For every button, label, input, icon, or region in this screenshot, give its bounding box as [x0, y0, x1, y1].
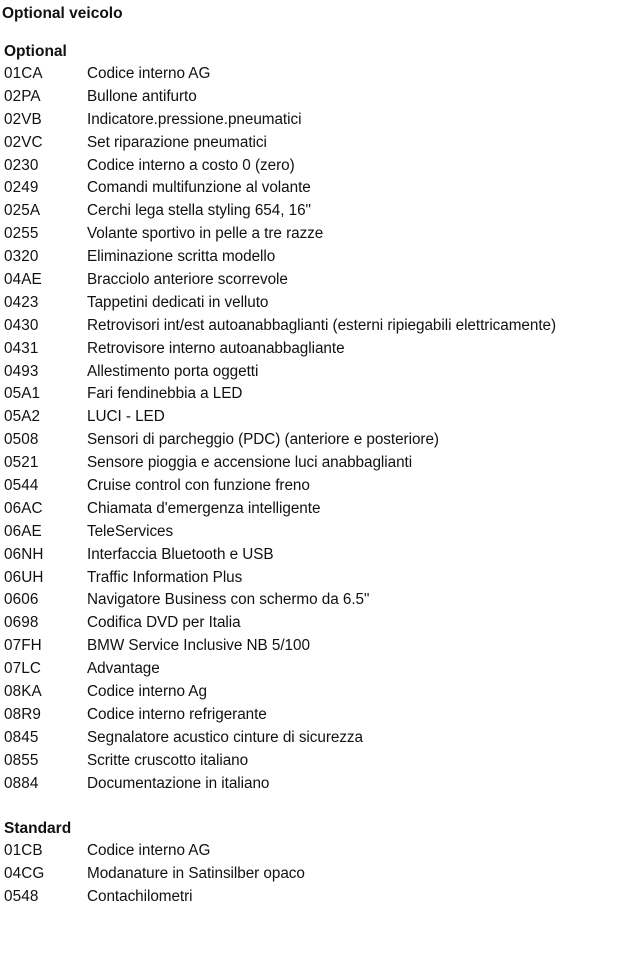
option-code: 02VC: [4, 133, 43, 151]
option-code: 0423: [4, 293, 39, 311]
list-item: [4, 635, 638, 658]
option-code: 04AE: [4, 271, 42, 289]
option-description: Allestimento porta oggetti: [87, 362, 259, 380]
option-code: 07FH: [4, 637, 42, 655]
option-description: Codice interno a costo 0 (zero): [87, 156, 295, 174]
option-description: Sensori di parcheggio (PDC) (anteriore e posteriore): [87, 431, 439, 449]
option-description: Cruise control con funzione freno: [87, 477, 310, 495]
option-description: Indicatore.pressione.pneumatici: [87, 110, 302, 128]
option-description: Modanature in Satinsilber opaco: [87, 864, 305, 882]
option-description: Codice interno refrigerante: [87, 705, 267, 723]
option-code: 0230: [4, 156, 39, 174]
option-code: 01CB: [4, 842, 43, 859]
list-item: [4, 521, 638, 544]
option-description: Retrovisori int/est autoanabbaglianti (esterni ripiegabili elettricamente): [87, 316, 557, 334]
list-item: [4, 475, 638, 498]
list-item: [4, 452, 638, 475]
option-description: Retrovisore interno autoanabbagliante: [87, 339, 345, 357]
option-description: Sensore pioggia e accensione luci anabbaglianti: [87, 454, 413, 472]
list-item: [4, 429, 638, 452]
list-item: [4, 63, 638, 86]
list-item: [4, 658, 638, 681]
list-item: [4, 200, 638, 223]
option-description: Interfaccia Bluetooth e USB: [87, 545, 274, 563]
option-code: 08R9: [4, 705, 41, 723]
option-code: 06UH: [4, 568, 44, 586]
option-code: 0845: [4, 728, 39, 746]
list-item: [4, 338, 638, 361]
option-code: 05A1: [4, 385, 41, 403]
option-description: Documentazione in italiano: [87, 774, 270, 792]
list-item: [4, 750, 638, 773]
optional-heading: Optional: [4, 43, 67, 60]
option-code: 0493: [4, 362, 39, 380]
option-description: Eliminazione scritta modello: [87, 248, 276, 266]
list-item: [4, 589, 638, 612]
option-code: 04CG: [4, 864, 45, 882]
list-item: [4, 383, 638, 406]
list-item: [4, 109, 638, 132]
list-item: [4, 406, 638, 429]
list-item: [4, 155, 638, 178]
standard-section: [4, 818, 638, 909]
option-code: 0508: [4, 431, 39, 449]
option-description: Cerchi lega stella styling 654, 16": [87, 202, 311, 220]
option-code: 0698: [4, 614, 39, 632]
option-code: 0606: [4, 591, 39, 609]
option-code: 0544: [4, 477, 39, 495]
option-code: 05A2: [4, 408, 41, 426]
option-code: 0431: [4, 339, 39, 357]
option-description: Set riparazione pneumatici: [87, 133, 267, 151]
list-item: [4, 704, 638, 727]
option-code: 08KA: [4, 683, 42, 701]
option-code: 0255: [4, 225, 39, 243]
option-code: 0320: [4, 248, 39, 266]
option-code: 06AC: [4, 499, 43, 517]
option-code: 02PA: [4, 87, 41, 105]
list-item: [4, 567, 638, 590]
option-code: 0521: [4, 454, 39, 472]
list-item: [4, 223, 638, 246]
option-description: Codice interno Ag: [87, 683, 207, 701]
optional-list: [4, 63, 638, 796]
list-item: [4, 544, 638, 567]
list-item: [4, 292, 638, 315]
option-description: Scritte cruscotto italiano: [87, 751, 249, 769]
list-item: [4, 86, 638, 109]
list-item: [4, 498, 638, 521]
option-description: Segnalatore acustico cinture di sicurezza: [87, 728, 363, 746]
list-item: [4, 886, 638, 909]
option-code: 0430: [4, 316, 39, 334]
option-description: Chiamata d'emergenza intelligente: [87, 499, 321, 517]
list-item: [4, 315, 638, 338]
list-item: [4, 246, 638, 269]
list-item: [4, 612, 638, 635]
option-description: Bullone antifurto: [87, 87, 197, 105]
list-item: [4, 681, 638, 704]
option-description: Advantage: [87, 660, 160, 678]
list-item: [4, 773, 638, 796]
standard-heading: Standard: [4, 820, 72, 837]
option-description: Contachilometri: [87, 887, 193, 905]
list-item: [4, 361, 638, 384]
list-item: [4, 863, 638, 886]
optional-section: [4, 41, 638, 796]
list-item: [4, 840, 638, 863]
option-description: Traffic Information Plus: [87, 568, 243, 586]
option-description: TeleServices: [87, 522, 174, 540]
option-description: Codice interno AG: [87, 65, 211, 82]
option-description: Comandi multifunzione al volante: [87, 179, 311, 197]
option-description: Tappetini dedicati in velluto: [87, 293, 269, 311]
option-description: Codifica DVD per Italia: [87, 614, 241, 632]
option-code: 02VB: [4, 110, 42, 128]
option-code: 07LC: [4, 660, 41, 678]
list-item: [4, 132, 638, 155]
option-code: 0548: [4, 887, 39, 905]
option-code: 0249: [4, 179, 39, 197]
option-description: Bracciolo anteriore scorrevole: [87, 271, 288, 289]
standard-list: [4, 840, 638, 909]
option-description: Navigatore Business con schermo da 6.5": [87, 591, 370, 609]
option-code: 0855: [4, 751, 39, 769]
option-code: 025A: [4, 202, 41, 220]
option-description: Volante sportivo in pelle a tre razze: [87, 225, 324, 243]
option-description: LUCI - LED: [87, 408, 165, 426]
list-item: [4, 177, 638, 200]
list-item: [4, 269, 638, 292]
page-title: Optional veicolo: [2, 5, 123, 22]
list-item: [4, 727, 638, 750]
option-description: Codice interno AG: [87, 842, 211, 859]
option-code: 06AE: [4, 522, 42, 540]
option-code: 0884: [4, 774, 39, 792]
option-description: BMW Service Inclusive NB 5/100: [87, 637, 310, 655]
option-description: Fari fendinebbia a LED: [87, 385, 243, 403]
option-code: 01CA: [4, 65, 43, 82]
option-code: 06NH: [4, 545, 44, 563]
